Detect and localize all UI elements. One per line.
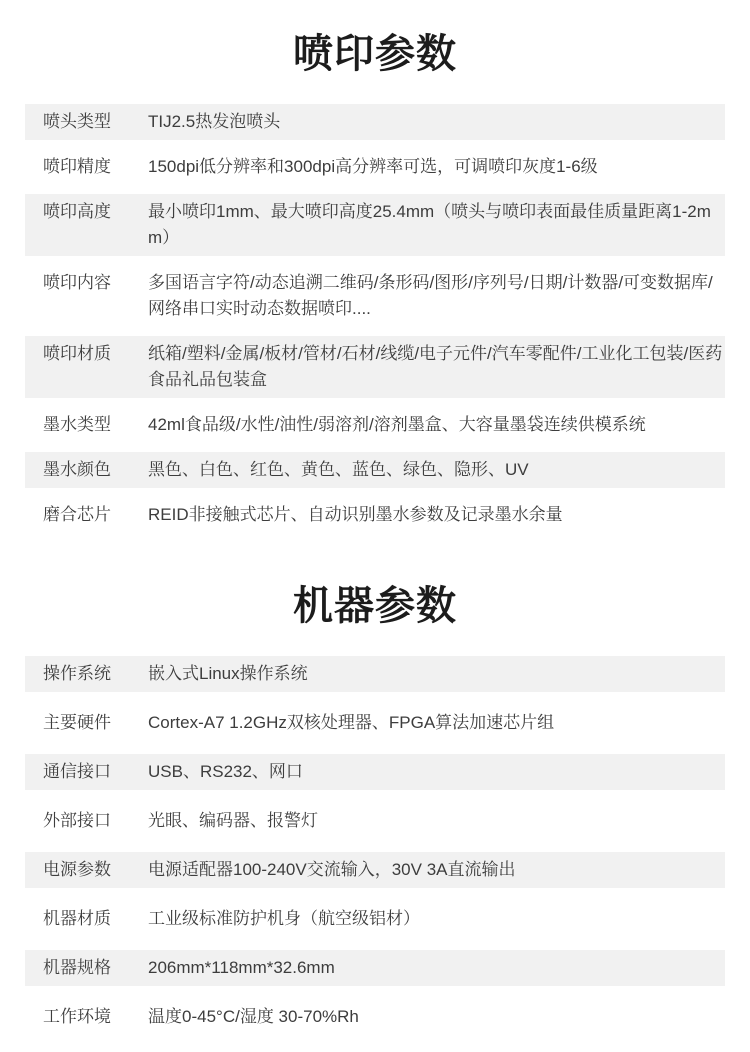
spec-row-label: 喷头类型 [43,112,111,131]
spec-row-value: 工业级标准防护机身（航空级铝材） [148,909,420,928]
spec-row-label: 磨合芯片 [43,505,111,524]
spec-row [25,656,725,692]
spec-row [25,852,725,888]
spec-row-label: 机器材质 [43,909,111,928]
spec-row-label: 机器规格 [43,958,111,977]
spec-row-value: Cortex-A7 1.2GHz双核处理器、FPGA算法加速芯片组 [148,713,555,732]
spec-row-value: REID非接触式芯片、自动识别墨水参数及记录墨水余量 [148,505,563,524]
spec-row-label: 喷印材质 [43,344,111,363]
section-title: 喷印参数 [293,32,457,76]
spec-row-label: 通信接口 [43,762,111,781]
spec-table [25,104,725,533]
spec-row-label: 喷印高度 [43,202,111,221]
spec-row-value: 黑色、白色、红色、黄色、蓝色、绿色、隐形、UV [148,460,529,479]
spec-row [25,194,725,256]
spec-row [25,497,725,533]
spec-row-label: 主要硬件 [43,713,111,732]
spec-table [25,656,725,1035]
spec-row-label: 外部接口 [43,811,111,830]
section-title: 机器参数 [293,584,457,628]
spec-row-value: 多国语言字符/动态追溯二维码/条形码/图形/序列号/日期/计数器/可变数据库/网络串口实时动态数据喷印.... [148,273,713,318]
spec-row [25,901,725,937]
spec-row [25,149,725,185]
spec-row [25,407,725,443]
spec-section [0,542,750,1035]
spec-row-label: 喷印精度 [43,157,111,176]
spec-row-label: 喷印内容 [43,273,111,292]
spec-row [25,803,725,839]
spec-row [25,999,725,1035]
spec-row-value: 温度0-45°C/湿度 30-70%Rh [148,1007,359,1026]
spec-row-value: 206mm*118mm*32.6mm [148,958,335,977]
spec-row-value: 纸箱/塑料/金属/板材/管材/石材/线缆/电子元件/汽车零配件/工业化工包装/医药食品礼品包装盒 [148,344,723,389]
spec-row-label: 墨水颜色 [43,460,111,479]
spec-row [25,950,725,986]
spec-row-value: 42ml食品级/水性/油性/弱溶剂/溶剂墨盒、大容量墨袋连续供模系统 [148,415,646,434]
spec-row-label: 操作系统 [43,664,111,683]
spec-row-value: 150dpi低分辨率和300dpi高分辨率可选，可调喷印灰度1-6级 [148,157,598,176]
spec-row-label: 电源参数 [43,860,111,879]
spec-row-value: TIJ2.5热发泡喷头 [148,112,281,131]
spec-row [25,705,725,741]
spec-row-label: 工作环境 [43,1007,111,1026]
spec-row [25,104,725,140]
spec-row-value: 电源适配器100-240V交流输入，30V 3A直流输出 [148,860,516,879]
spec-row [25,336,725,398]
spec-row [25,452,725,488]
spec-row [25,754,725,790]
spec-row-value: 嵌入式Linux操作系统 [148,664,308,683]
spec-row-value: 光眼、编码器、报警灯 [148,811,318,830]
spec-row-value: 最小喷印1mm、最大喷印高度25.4mm（喷头与喷印表面最佳质量距离1-2mm） [148,202,711,247]
spec-row-value: USB、RS232、网口 [148,762,303,781]
spec-row-label: 墨水类型 [43,415,111,434]
spec-row [25,265,725,327]
